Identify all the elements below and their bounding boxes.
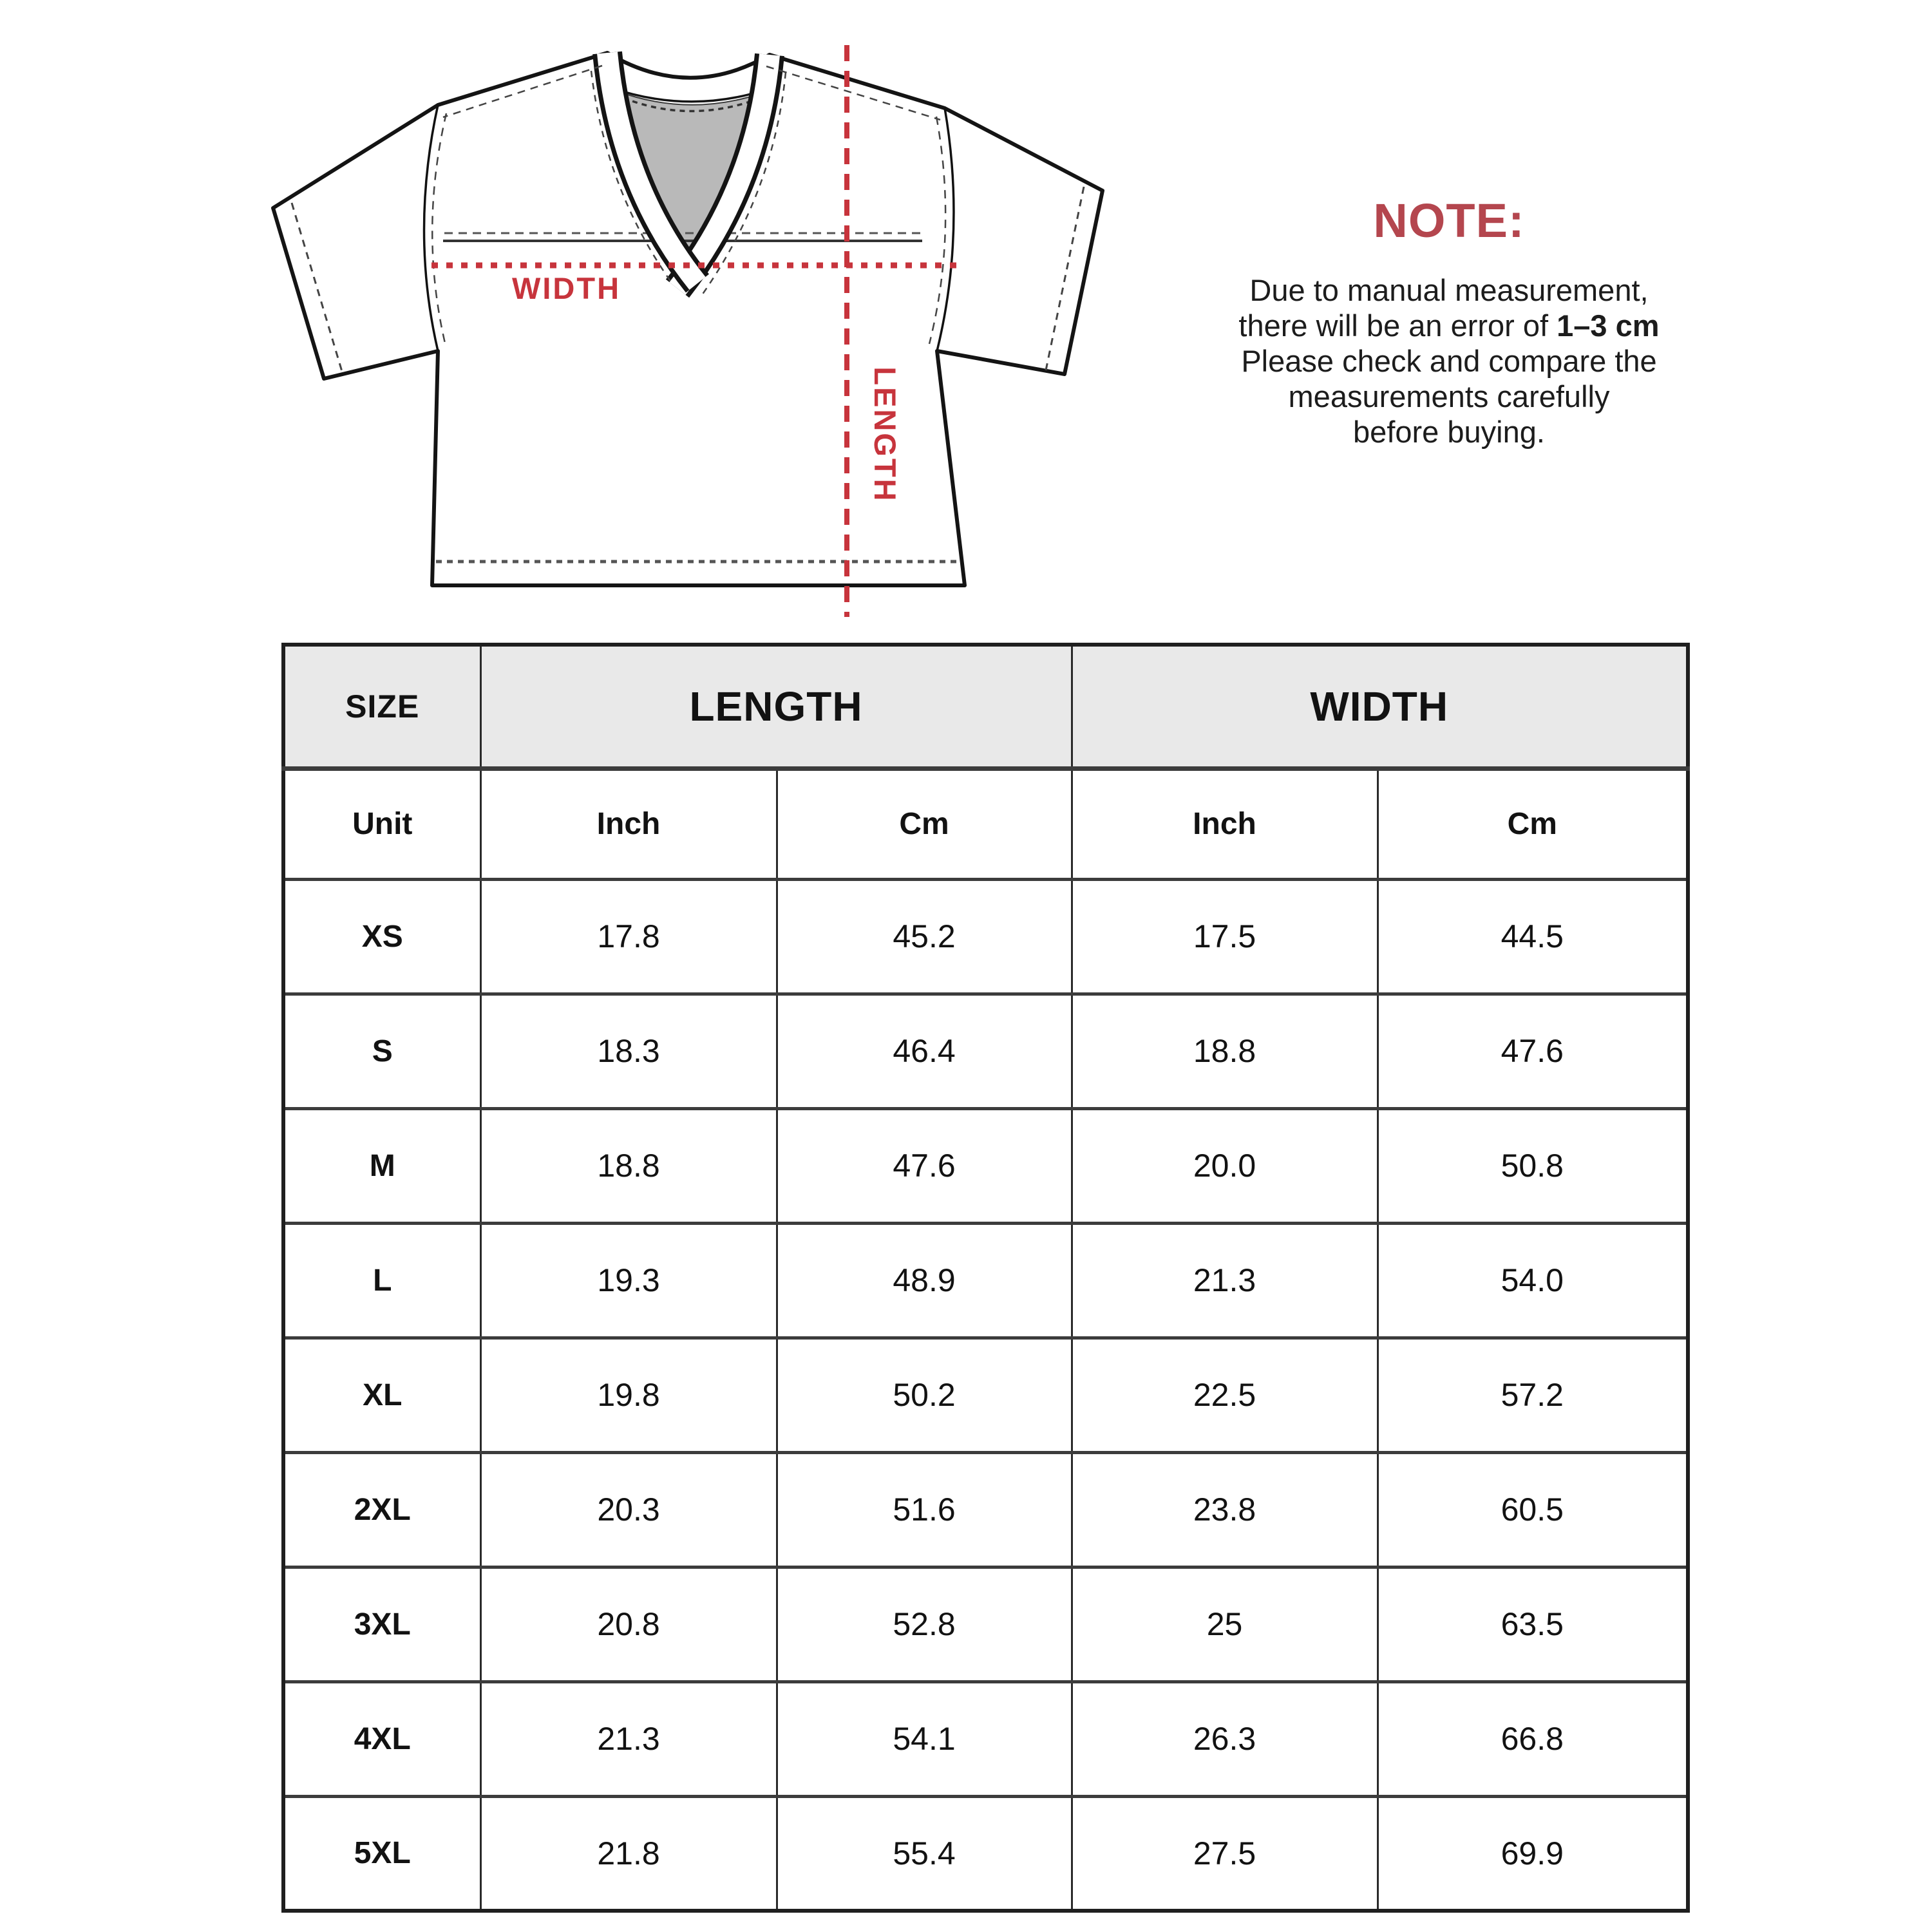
note-title: NOTE: [1373,194,1525,247]
size-label-cell: L [283,1223,480,1338]
unit-cell-length-cm: Cm [777,768,1072,879]
size-value-cell: 47.6 [777,1108,1072,1223]
size-value-cell: 63.5 [1378,1567,1688,1681]
size-value-cell: 19.8 [480,1338,777,1452]
size-label-cell: M [283,1108,480,1223]
unit-cell-width-cm: Cm [1378,768,1688,879]
size-value-cell: 20.3 [480,1452,777,1567]
col-header-length: LENGTH [480,645,1072,768]
size-value-cell: 20.8 [480,1567,777,1681]
table-header-row [283,645,1688,768]
size-value-cell: 50.2 [777,1338,1072,1452]
note-line-2: there will be an error of [1238,308,1557,343]
note-line-4: measurements carefully [1288,379,1610,413]
size-label-cell: XS [283,879,480,994]
table-row [283,1452,1688,1567]
table-row [283,1567,1688,1681]
size-label-cell: 2XL [283,1452,480,1567]
size-value-cell: 60.5 [1378,1452,1688,1567]
unit-cell-width-inch: Inch [1072,768,1378,879]
table-row [283,879,1688,994]
size-value-cell: 52.8 [777,1567,1072,1681]
size-value-cell: 17.5 [1072,879,1378,994]
note-line-5: before buying. [1353,415,1545,449]
size-value-cell: 21.3 [480,1681,777,1796]
size-label-cell: 5XL [283,1796,480,1911]
note-block [1185,193,1713,450]
table-row [283,1108,1688,1223]
size-value-cell: 69.9 [1378,1796,1688,1911]
size-value-cell: 20.0 [1072,1108,1378,1223]
table-row [283,1223,1688,1338]
size-value-cell: 19.3 [480,1223,777,1338]
table-row [283,1796,1688,1911]
note-line-1: Due to manual measurement, [1249,273,1649,307]
size-value-cell: 18.3 [480,994,777,1108]
unit-label-cell: Unit [283,768,480,879]
size-value-cell: 27.5 [1072,1796,1378,1911]
table-row [283,1681,1688,1796]
size-value-cell: 48.9 [777,1223,1072,1338]
size-value-cell: 55.4 [777,1796,1072,1911]
table-row [283,994,1688,1108]
length-label: LENGTH [868,366,902,503]
col-header-width: WIDTH [1072,645,1688,768]
size-table-body [283,879,1688,1911]
size-value-cell: 66.8 [1378,1681,1688,1796]
size-value-cell: 46.4 [777,994,1072,1108]
note-text [1185,272,1713,450]
size-value-cell: 51.6 [777,1452,1072,1567]
jersey-diagram [251,26,1114,618]
size-label-cell: S [283,994,480,1108]
size-label-cell: 4XL [283,1681,480,1796]
size-value-cell: 21.8 [480,1796,777,1911]
table-row [283,1338,1688,1452]
size-value-cell: 18.8 [1072,994,1378,1108]
size-label-cell: 3XL [283,1567,480,1681]
size-value-cell: 47.6 [1378,994,1688,1108]
size-value-cell: 17.8 [480,879,777,994]
note-line-3: Please check and compare the [1241,344,1657,378]
width-label: WIDTH [512,271,621,305]
size-value-cell: 50.8 [1378,1108,1688,1223]
size-table [281,643,1690,1913]
size-label-cell: XL [283,1338,480,1452]
size-value-cell: 44.5 [1378,879,1688,994]
size-value-cell: 57.2 [1378,1338,1688,1452]
table-unit-row [283,768,1688,879]
size-value-cell: 23.8 [1072,1452,1378,1567]
size-value-cell: 26.3 [1072,1681,1378,1796]
unit-cell-length-inch: Inch [480,768,777,879]
size-value-cell: 45.2 [777,879,1072,994]
size-value-cell: 22.5 [1072,1338,1378,1452]
size-value-cell: 21.3 [1072,1223,1378,1338]
col-header-size: SIZE [283,645,480,768]
size-value-cell: 18.8 [480,1108,777,1223]
size-value-cell: 54.0 [1378,1223,1688,1338]
size-value-cell: 25 [1072,1567,1378,1681]
size-value-cell: 54.1 [777,1681,1072,1796]
note-error-range: 1–3 cm [1557,308,1660,343]
